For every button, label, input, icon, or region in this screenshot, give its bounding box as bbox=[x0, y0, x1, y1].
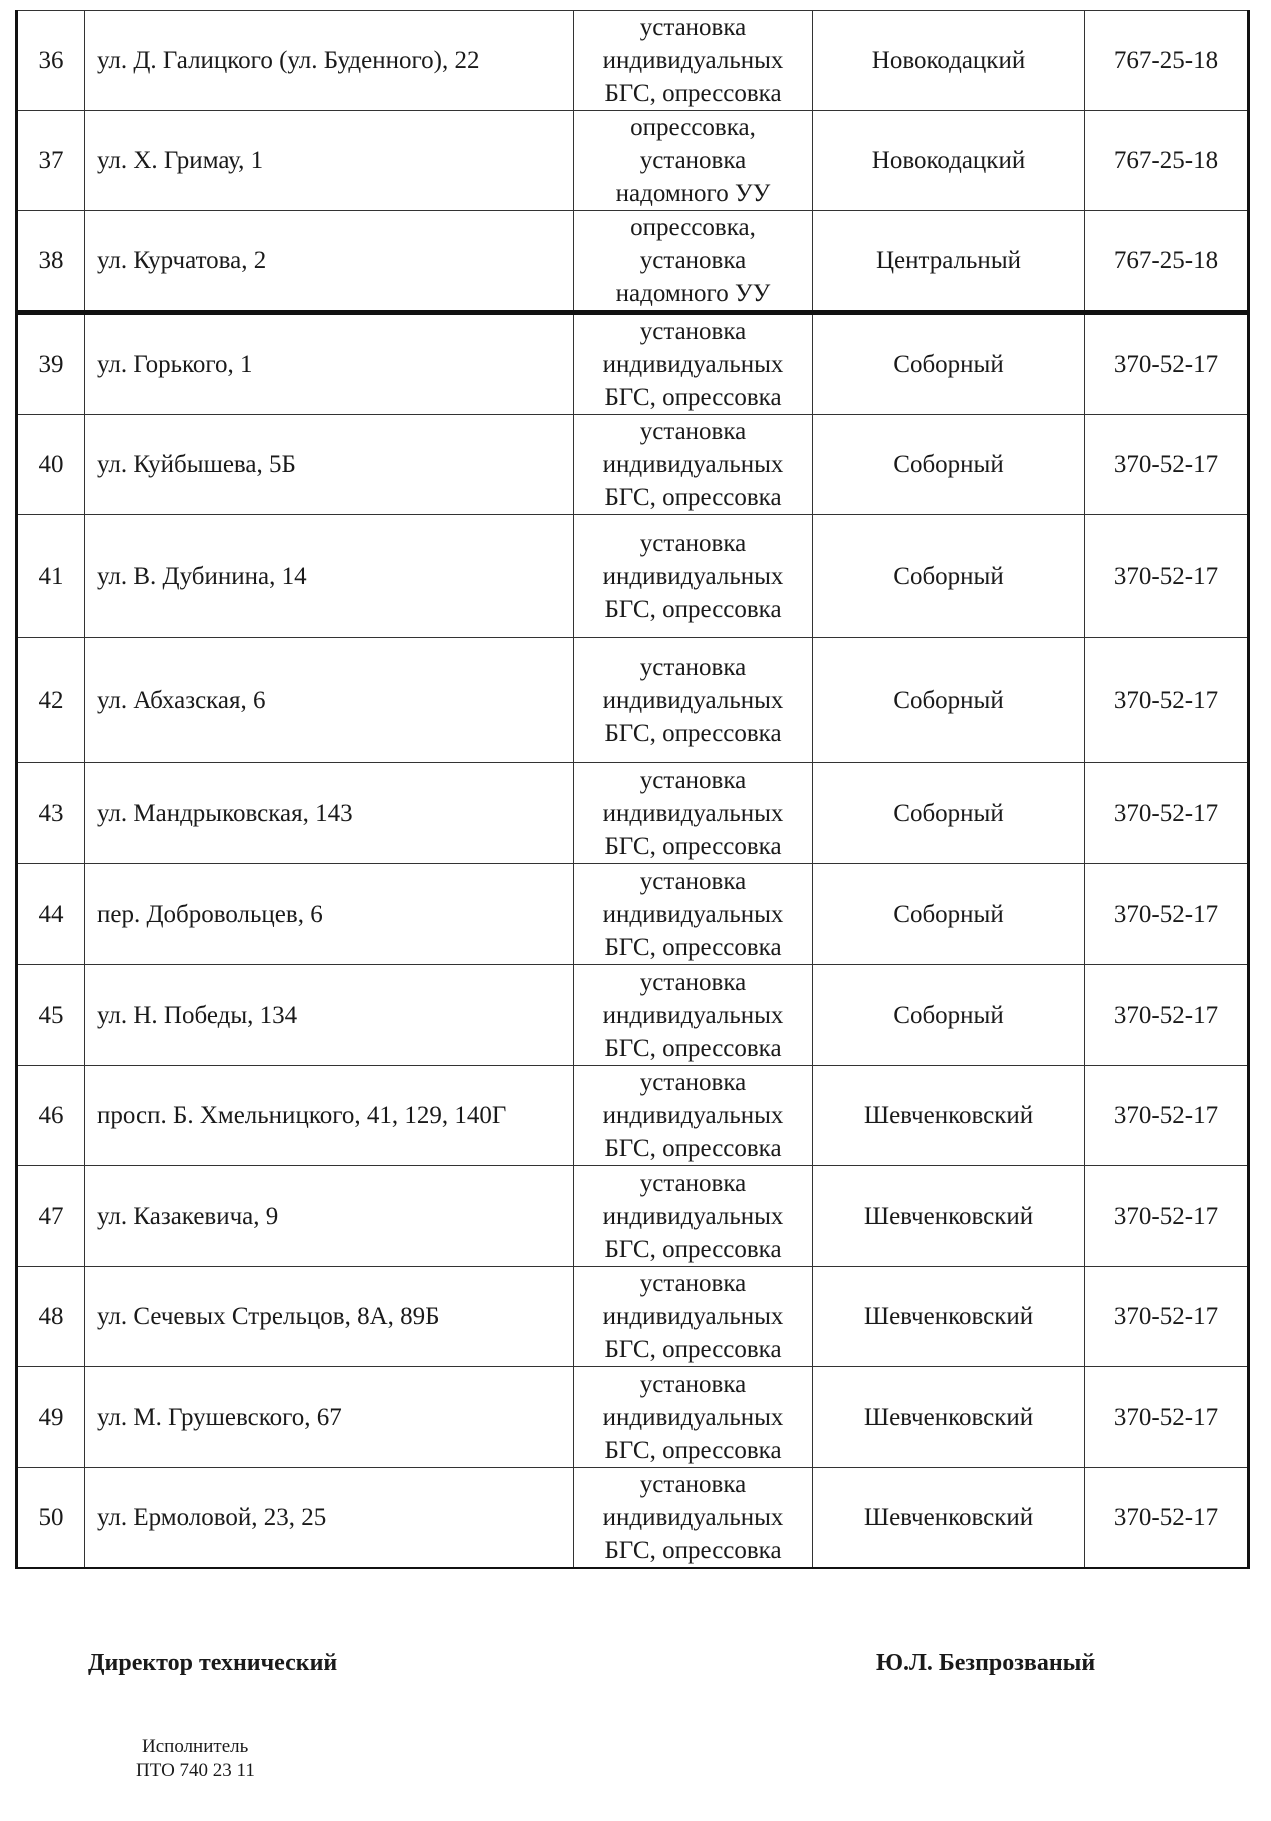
table-row bbox=[17, 1367, 1249, 1468]
row-phone: 370-52-17 bbox=[1085, 415, 1249, 515]
work-type-line: надомного УУ bbox=[615, 180, 771, 207]
work-type-line: БГС, опрессовка bbox=[604, 1436, 782, 1464]
row-district: Новокодацкий bbox=[813, 111, 1085, 211]
row-district: Шевченковский bbox=[813, 1468, 1085, 1569]
row-address: просп. Б. Хмельницкого, 41, 129, 140Г bbox=[85, 1066, 574, 1166]
work-type-line: установка bbox=[639, 418, 747, 445]
work-type-line: индивидуальных bbox=[602, 1202, 784, 1230]
row-number: 40 bbox=[17, 415, 85, 515]
work-type-line: опрессовка, bbox=[630, 114, 756, 141]
row-phone: 370-52-17 bbox=[1085, 1166, 1249, 1267]
work-type-line: установка bbox=[639, 1069, 747, 1096]
work-type-line: БГС, опрессовка bbox=[604, 1336, 782, 1363]
row-number: 41 bbox=[17, 515, 85, 638]
table-row bbox=[17, 11, 1249, 111]
signature-title: Директор технический bbox=[88, 1650, 338, 1676]
signature-name: Ю.Л. Безпрозваный bbox=[876, 1650, 1096, 1676]
row-address: ул. Ермоловой, 23, 25 bbox=[85, 1468, 574, 1569]
work-type-line: БГС, опрессовка bbox=[604, 484, 782, 511]
row-work-type bbox=[574, 638, 813, 763]
row-number: 42 bbox=[17, 638, 85, 763]
table-body bbox=[17, 11, 1249, 1569]
work-type-line: индивидуальных bbox=[602, 47, 784, 74]
table-row bbox=[17, 515, 1249, 638]
row-work-type bbox=[574, 11, 813, 111]
work-type-line: индивидуальных bbox=[602, 1303, 784, 1330]
table-row bbox=[17, 1267, 1249, 1367]
table-row bbox=[17, 211, 1249, 313]
work-type-line: БГС, опрессовка bbox=[604, 1135, 782, 1162]
row-address: пер. Добровольцев, 6 bbox=[85, 864, 574, 965]
row-district: Соборный bbox=[813, 965, 1085, 1066]
row-address: ул. Н. Победы, 134 bbox=[85, 965, 574, 1066]
row-address: ул. Куйбышева, 5Б bbox=[85, 415, 574, 515]
row-phone: 767-25-18 bbox=[1085, 211, 1249, 313]
row-address: ул. Х. Гримау, 1 bbox=[85, 111, 574, 211]
work-type-line: БГС, опрессовка bbox=[604, 933, 782, 961]
table-row bbox=[17, 1468, 1249, 1569]
work-type-line: индивидуальных bbox=[602, 562, 784, 590]
row-number: 36 bbox=[17, 11, 85, 111]
work-type-line: индивидуальных bbox=[602, 900, 784, 928]
row-phone: 370-52-17 bbox=[1085, 1367, 1249, 1468]
row-address: ул. Сечевых Стрельцов, 8А, 89Б bbox=[85, 1267, 574, 1367]
work-type-line: надомного УУ bbox=[615, 280, 771, 307]
row-number: 37 bbox=[17, 111, 85, 211]
row-district: Соборный bbox=[813, 515, 1085, 638]
row-address: ул. Горького, 1 bbox=[85, 313, 574, 415]
row-work-type bbox=[574, 1066, 813, 1166]
executor-label: Исполнитель bbox=[142, 1736, 249, 1757]
row-work-type bbox=[574, 1267, 813, 1367]
row-phone: 767-25-18 bbox=[1085, 111, 1249, 211]
row-number: 44 bbox=[17, 864, 85, 965]
work-type-line: установка bbox=[639, 318, 747, 345]
work-type-line: индивидуальных bbox=[602, 686, 784, 714]
table-row bbox=[17, 965, 1249, 1066]
row-phone: 767-25-18 bbox=[1085, 11, 1249, 111]
table-row bbox=[17, 638, 1249, 763]
row-phone: 370-52-17 bbox=[1085, 763, 1249, 864]
row-district: Соборный bbox=[813, 313, 1085, 415]
row-work-type bbox=[574, 111, 813, 211]
work-type-line: опрессовка, bbox=[630, 214, 756, 241]
row-district: Шевченковский bbox=[813, 1367, 1085, 1468]
row-number: 43 bbox=[17, 763, 85, 864]
table-row bbox=[17, 111, 1249, 211]
row-district: Шевченковский bbox=[813, 1166, 1085, 1267]
table-row bbox=[17, 415, 1249, 515]
row-work-type bbox=[574, 415, 813, 515]
work-type-line: БГС, опрессовка bbox=[604, 80, 782, 107]
row-phone: 370-52-17 bbox=[1085, 965, 1249, 1066]
row-work-type bbox=[574, 515, 813, 638]
row-address: ул. Курчатова, 2 bbox=[85, 211, 574, 313]
table-row bbox=[17, 1166, 1249, 1267]
work-type-line: установка bbox=[639, 766, 747, 794]
work-type-line: индивидуальных bbox=[602, 1403, 784, 1431]
row-phone: 370-52-17 bbox=[1085, 1468, 1249, 1569]
work-type-line: БГС, опрессовка bbox=[604, 1537, 782, 1564]
work-type-line: установка bbox=[639, 1471, 747, 1498]
work-type-line: индивидуальных bbox=[602, 451, 784, 478]
work-type-line: БГС, опрессовка bbox=[604, 832, 782, 860]
work-type-line: БГС, опрессовка bbox=[604, 1235, 782, 1263]
row-work-type bbox=[574, 965, 813, 1066]
row-phone: 370-52-17 bbox=[1085, 864, 1249, 965]
work-type-line: установка bbox=[639, 147, 747, 174]
work-type-line: установка bbox=[639, 247, 747, 274]
executor-phone: ПТО 740 23 11 bbox=[136, 1760, 255, 1781]
table-row bbox=[17, 1066, 1249, 1166]
row-phone: 370-52-17 bbox=[1085, 515, 1249, 638]
work-type-line: индивидуальных bbox=[602, 799, 784, 827]
table-row bbox=[17, 313, 1249, 415]
row-work-type bbox=[574, 1367, 813, 1468]
row-number: 47 bbox=[17, 1166, 85, 1267]
row-address: ул. Казакевича, 9 bbox=[85, 1166, 574, 1267]
work-type-line: установка bbox=[639, 14, 747, 41]
table-row bbox=[17, 763, 1249, 864]
work-type-line: БГС, опрессовка bbox=[604, 719, 782, 747]
row-work-type bbox=[574, 1166, 813, 1267]
row-number: 45 bbox=[17, 965, 85, 1066]
work-type-line: установка bbox=[639, 1370, 747, 1398]
row-phone: 370-52-17 bbox=[1085, 1066, 1249, 1166]
work-type-line: установка bbox=[639, 867, 747, 895]
row-district: Соборный bbox=[813, 763, 1085, 864]
row-address: ул. М. Грушевского, 67 bbox=[85, 1367, 574, 1468]
row-address: ул. Абхазская, 6 bbox=[85, 638, 574, 763]
table-row bbox=[17, 864, 1249, 965]
work-type-line: БГС, опрессовка bbox=[604, 595, 782, 623]
work-type-line: индивидуальных bbox=[602, 351, 784, 378]
work-type-line: БГС, опрессовка bbox=[604, 384, 782, 411]
row-district: Шевченковский bbox=[813, 1267, 1085, 1367]
row-address: ул. Мандрыковская, 143 bbox=[85, 763, 574, 864]
work-type-line: установка bbox=[639, 653, 747, 681]
row-district: Соборный bbox=[813, 864, 1085, 965]
row-number: 49 bbox=[17, 1367, 85, 1468]
row-number: 46 bbox=[17, 1066, 85, 1166]
work-type-line: индивидуальных bbox=[602, 1504, 784, 1531]
row-number: 50 bbox=[17, 1468, 85, 1569]
work-type-line: установка bbox=[639, 1270, 747, 1297]
work-type-line: установка bbox=[639, 1169, 747, 1197]
works-table bbox=[15, 10, 1250, 1569]
row-number: 39 bbox=[17, 313, 85, 415]
row-number: 38 bbox=[17, 211, 85, 313]
row-address: ул. Д. Галицкого (ул. Буденного), 22 bbox=[85, 11, 574, 111]
row-phone: 370-52-17 bbox=[1085, 638, 1249, 763]
row-phone: 370-52-17 bbox=[1085, 313, 1249, 415]
row-district: Соборный bbox=[813, 415, 1085, 515]
row-work-type bbox=[574, 864, 813, 965]
work-type-line: индивидуальных bbox=[602, 1001, 784, 1029]
row-district: Соборный bbox=[813, 638, 1085, 763]
row-district: Шевченковский bbox=[813, 1066, 1085, 1166]
work-type-line: БГС, опрессовка bbox=[604, 1034, 782, 1062]
row-district: Центральный bbox=[813, 211, 1085, 313]
row-work-type bbox=[574, 1468, 813, 1569]
work-type-line: индивидуальных bbox=[602, 1102, 784, 1129]
row-number: 48 bbox=[17, 1267, 85, 1367]
row-address: ул. В. Дубинина, 14 bbox=[85, 515, 574, 638]
work-type-line: установка bbox=[639, 529, 747, 557]
row-phone: 370-52-17 bbox=[1085, 1267, 1249, 1367]
work-type-line: установка bbox=[639, 968, 747, 996]
row-work-type bbox=[574, 763, 813, 864]
row-work-type bbox=[574, 313, 813, 415]
row-district: Новокодацкий bbox=[813, 11, 1085, 111]
row-work-type bbox=[574, 211, 813, 313]
